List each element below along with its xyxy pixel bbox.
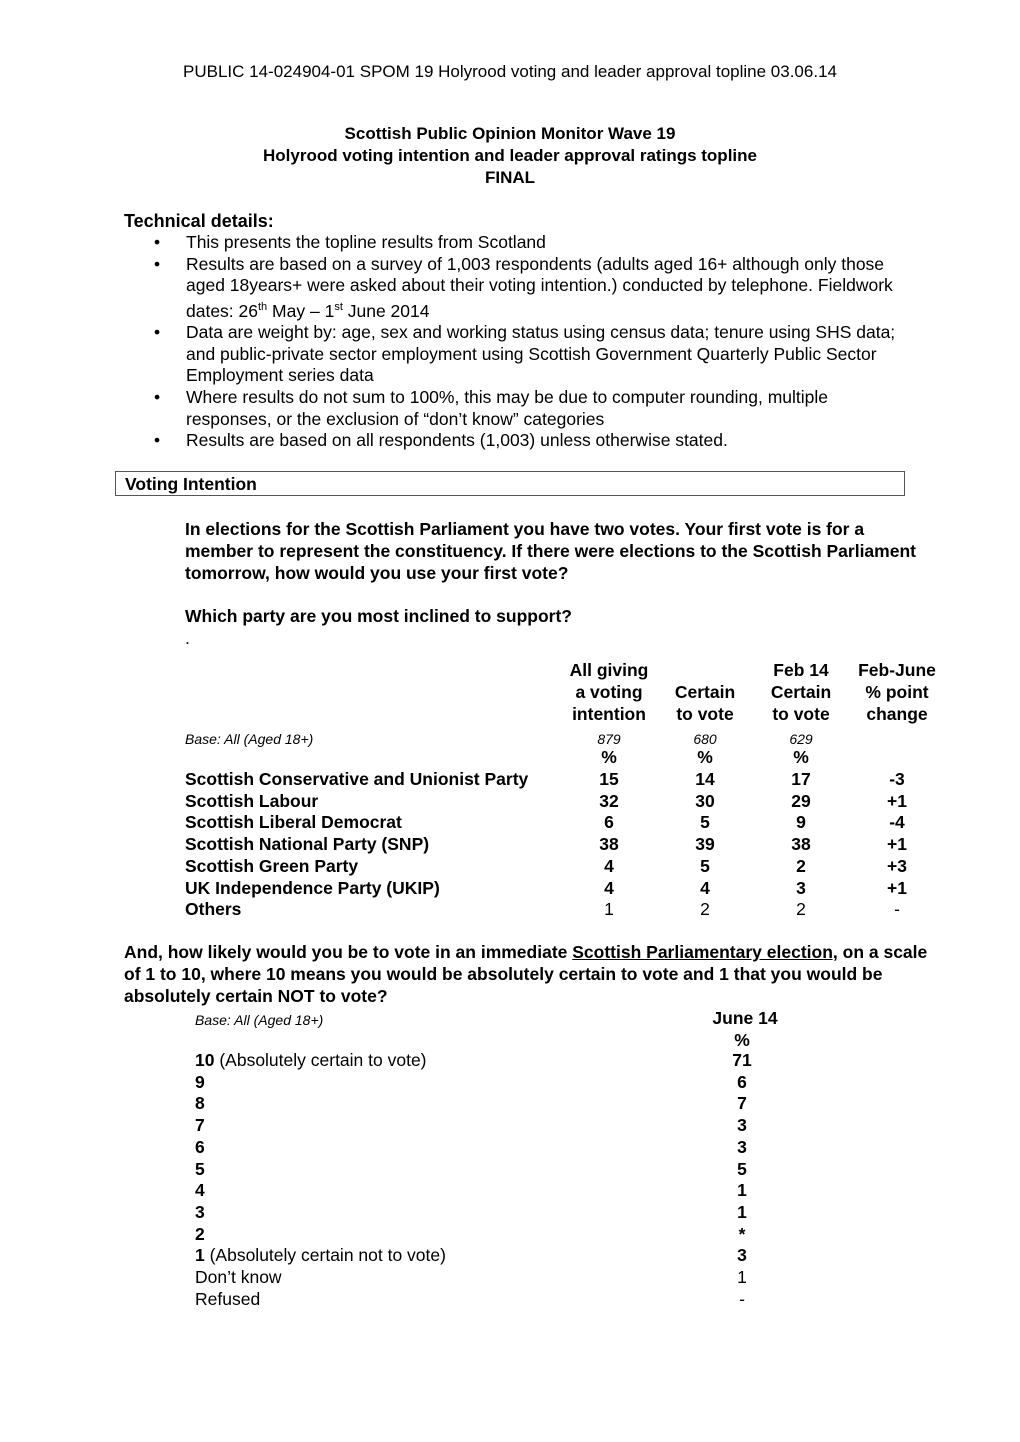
table-cell: 39	[695, 834, 715, 855]
question-2-text	[124, 942, 934, 1007]
bullet-text: This presents the topline results from Scotland	[186, 232, 546, 252]
scale-description: (Absolutely certain to vote)	[214, 1050, 427, 1070]
bullet-text: Data are weight by: age, sex and working status using census data; tenure using SHS data; and public-private sector employment using Scottish Government Quarterly Public Sector Employment series data	[186, 322, 896, 386]
column-header-change	[842, 660, 952, 725]
percent-sign: %	[793, 747, 809, 767]
superscript: th	[258, 300, 268, 313]
table-cell: 38	[791, 834, 811, 855]
bullet-text-part: June 2014	[342, 300, 430, 321]
table-cell: 5	[737, 1158, 747, 1179]
stray-dot: .	[185, 628, 190, 648]
table-cell: +1	[887, 877, 907, 898]
list-item	[124, 254, 904, 323]
question-1-followup: Which party are you most inclined to support?	[185, 606, 572, 626]
header-line: to vote	[676, 703, 734, 724]
table-row	[195, 1115, 795, 1137]
technical-details-list	[124, 232, 904, 452]
superscript: st	[334, 300, 343, 313]
table-row	[195, 1050, 795, 1072]
table-row	[195, 1137, 795, 1159]
table-cell: 29	[791, 790, 811, 811]
technical-details-heading: Technical details:	[124, 211, 274, 231]
table-cell: 3	[796, 877, 806, 898]
table-row	[185, 878, 945, 900]
document-title: Scottish Public Opinion Monitor Wave 19	[344, 124, 676, 143]
party-label: Scottish Green Party	[185, 855, 359, 876]
scale-label	[195, 1245, 446, 1267]
scale-number: 5	[195, 1158, 205, 1179]
table-cell: *	[738, 1223, 746, 1244]
list-item	[124, 430, 904, 452]
question-text-underlined: Scottish Parliamentary election,	[572, 942, 838, 962]
scale-label	[195, 1267, 282, 1289]
table-cell: 3	[737, 1115, 747, 1136]
table-cell: 3	[737, 1245, 747, 1266]
scale-number: 7	[195, 1115, 205, 1136]
table-row	[195, 1180, 795, 1202]
scale-number: 1	[195, 1245, 205, 1266]
percent-sign: %	[601, 747, 617, 767]
table-cell: 30	[695, 790, 715, 811]
page-header: PUBLIC 14-024904-01 SPOM 19 Holyrood voting and leader approval topline 03.06.14	[183, 62, 837, 81]
header-line: Feb-June	[858, 660, 936, 680]
table-row	[195, 1072, 795, 1094]
table-cell: -	[739, 1288, 745, 1309]
question-text-part: on a scale of 1 to 10, where 10 means you would be absolutely certain to vote and 1 that you would be absolutely certain NOT to vote?	[124, 942, 928, 1006]
column-header-all-giving	[554, 660, 664, 725]
table-cell: 2	[700, 899, 710, 920]
scale-description: Don’t know	[195, 1267, 282, 1287]
bullet-icon: •	[154, 430, 161, 451]
table-row	[195, 1245, 795, 1267]
table-cell: 4	[604, 855, 614, 876]
table-row	[185, 899, 945, 921]
table-cell: +1	[887, 790, 907, 811]
base-value: 629	[789, 731, 813, 747]
table-cell: 71	[732, 1050, 752, 1070]
scale-label	[195, 1093, 205, 1115]
table-row	[185, 856, 945, 878]
header-line: to vote	[772, 703, 830, 724]
table-cell: 5	[700, 855, 710, 876]
list-item	[124, 232, 904, 254]
scale-number: 2	[195, 1223, 205, 1244]
scale-number: 10	[195, 1050, 215, 1070]
party-label: UK Independence Party (UKIP)	[185, 877, 440, 898]
base-label: Base: All (Aged 18+)	[185, 731, 314, 747]
table-cell: 1	[604, 899, 614, 920]
scale-description: Refused	[195, 1288, 261, 1309]
table-row	[195, 1093, 795, 1115]
table-row	[195, 1289, 795, 1311]
base-value: 680	[693, 731, 717, 747]
table-cell: +1	[887, 834, 907, 855]
party-label: Scottish Conservative and Unionist Party	[185, 769, 529, 789]
table-cell: 2	[796, 899, 806, 920]
scale-number: 9	[195, 1071, 205, 1092]
table-cell: 14	[695, 769, 715, 789]
header-line	[650, 660, 760, 682]
table-row	[195, 1224, 795, 1246]
table-row	[195, 1202, 795, 1224]
table-cell: 1	[737, 1201, 747, 1222]
scale-label	[195, 1202, 205, 1224]
table-cell: 2	[796, 855, 806, 876]
scale-label	[195, 1050, 427, 1072]
percent-row	[185, 747, 945, 769]
party-label: Scottish Liberal Democrat	[185, 812, 402, 833]
table-cell: 15	[599, 769, 619, 789]
bullet-icon: •	[154, 386, 161, 407]
header-line: Certain	[770, 681, 832, 702]
bullet-text	[186, 254, 893, 321]
bullet-icon: •	[154, 253, 161, 274]
scale-label	[195, 1159, 205, 1181]
scale-number: 6	[195, 1136, 205, 1157]
list-item	[124, 322, 904, 387]
percent-sign: %	[734, 1030, 750, 1050]
bullet-text: Results are based on all respondents (1,003) unless otherwise stated.	[186, 430, 728, 451]
list-item	[124, 387, 904, 430]
bullet-icon: •	[154, 232, 161, 252]
table-cell: 1	[737, 1267, 747, 1287]
table-row	[185, 812, 945, 834]
scale-label	[195, 1115, 205, 1137]
scale-description: (Absolutely certain not to vote)	[204, 1245, 446, 1266]
table-row	[185, 769, 945, 791]
table-row	[185, 834, 945, 856]
table-cell: 4	[604, 877, 614, 898]
percent-sign: %	[697, 747, 713, 767]
table-cell: 1	[737, 1180, 747, 1201]
table-cell: -3	[889, 769, 905, 789]
scale-number: 8	[195, 1093, 205, 1114]
table-cell: -4	[889, 812, 905, 833]
table-row	[195, 1267, 795, 1289]
scale-label	[195, 1180, 205, 1202]
scale-label	[195, 1137, 205, 1159]
table-cell: 6	[737, 1071, 747, 1092]
bullet-text: Where results do not sum to 100%, this may be due to computer rounding, multiple responses, or the exclusion of “don’t know” categories	[186, 386, 828, 429]
document-subtitle: Holyrood voting intention and leader approval ratings topline	[263, 146, 757, 165]
table-row	[185, 791, 945, 813]
table-cell: 7	[737, 1093, 747, 1114]
table-cell: 6	[604, 812, 614, 833]
party-label: Scottish National Party (SNP)	[185, 834, 430, 855]
header-line: All giving	[569, 660, 649, 680]
scale-label	[195, 1224, 205, 1246]
column-header-june14: June 14	[712, 1008, 778, 1028]
table-cell: 3	[737, 1136, 747, 1157]
header-line: Feb 14	[773, 660, 829, 680]
table-cell: +3	[887, 855, 907, 876]
scale-label	[195, 1289, 260, 1311]
table-cell: 4	[700, 877, 710, 898]
scale-number: 4	[195, 1180, 205, 1201]
base-label: Base: All (Aged 18+)	[195, 1012, 324, 1028]
table-cell: 9	[796, 812, 806, 833]
table-cell: 5	[700, 812, 710, 833]
column-header-certain	[650, 660, 760, 725]
header-line: a voting	[575, 681, 643, 702]
table-cell: -	[894, 899, 900, 920]
party-label: Others	[185, 899, 242, 920]
bullet-text-part: May – 1	[267, 300, 335, 321]
bullet-icon: •	[154, 322, 161, 343]
table-cell: 17	[791, 769, 811, 789]
table-row	[195, 1159, 795, 1181]
header-line: % point	[865, 681, 929, 702]
question-text-part: And, how likely would you be to vote in an immediate	[124, 942, 573, 962]
header-line: intention	[572, 703, 646, 724]
section-heading-voting-intention: Voting Intention	[115, 471, 905, 496]
bullet-text-part: Results are based on a survey of 1,003 respondents (adults aged 16+ although only those aged 18years+ were asked about their voting intention.) conducted by telephone. Fieldwork dates: 26	[186, 253, 893, 321]
document-status: FINAL	[484, 168, 536, 187]
scale-number: 3	[195, 1201, 205, 1222]
header-line: change	[866, 703, 928, 724]
party-label: Scottish Labour	[185, 790, 319, 811]
header-line: Certain	[674, 681, 736, 702]
table-cell: 32	[599, 790, 619, 811]
base-value: 879	[597, 731, 621, 747]
table-cell: 38	[599, 834, 619, 855]
question-1-text: In elections for the Scottish Parliament you have two votes. Your first vote is for a member to represent the constituency. If there were elections to the Scottish Parliament tomorrow, how would you use your first vote?	[185, 519, 916, 583]
column-header-feb14	[746, 660, 856, 725]
scale-label	[195, 1072, 205, 1094]
